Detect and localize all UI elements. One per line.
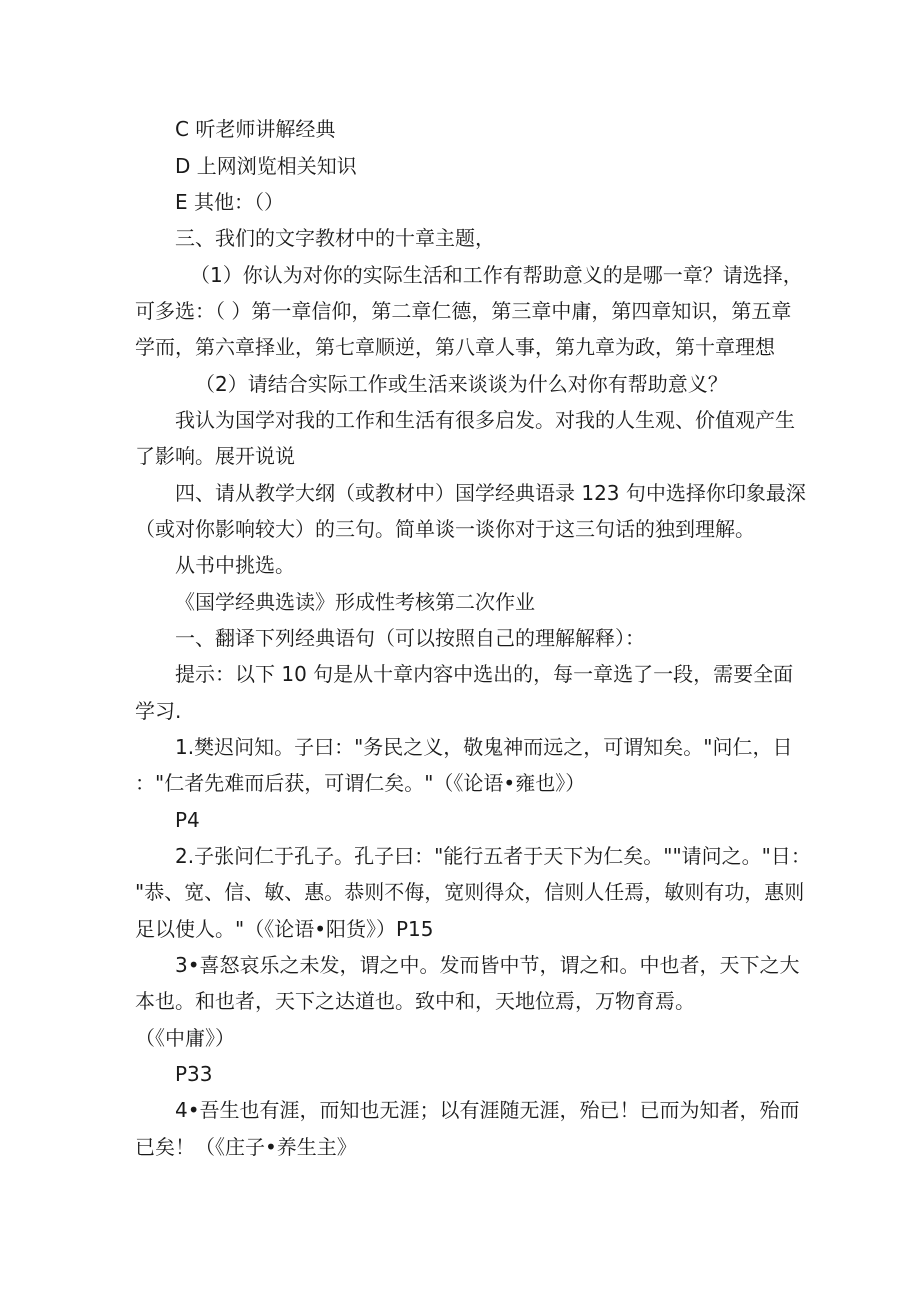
quote-2-line-3: 足以使人。"（《论语•阳货》）P15 — [135, 917, 434, 941]
quote-4-line-1: 4•吾生也有涯，而知也无涯；以有涯随无涯，殆已！已而为知者，殆而 — [175, 1098, 800, 1122]
question-1-line-1: （1）你认为对你的实际生活和工作有帮助意义的是哪一章？请选择， — [190, 263, 803, 287]
quote-1-line-2: ："仁者先难而后获，可谓仁矣。"（《论语•雍也》） — [135, 771, 586, 795]
option-e: E 其他：（） — [175, 190, 284, 214]
quote-2-line-2: "恭、宽、信、敏、惠。恭则不侮，宽则得众，信则人任焉，敏则有功，惠则 — [135, 880, 805, 904]
quote-3-page: P33 — [175, 1062, 213, 1086]
question-2: （2）请结合实际工作或生活来谈谈为什么对你有帮助意义？ — [195, 372, 728, 396]
section-four-line-2: （或对你影响较大）的三句。简单谈一谈你对于这三句话的独到理解。 — [135, 517, 755, 541]
hint-line-1: 提示：以下 10 句是从十章内容中选出的，每一章选了一段，需要全面 — [175, 662, 794, 686]
quote-1-line-1: 1.樊迟问知。子曰："务民之义，敬鬼神而远之，可谓知矣。"问仁，日 — [175, 735, 793, 759]
option-c: C 听老师讲解经典 — [175, 117, 336, 141]
option-d: D 上网浏览相关知识 — [175, 154, 357, 178]
question-1-line-3: 学而，第六章择业，第七章顺逆，第八章人事，第九章为政，第十章理想 — [135, 335, 775, 359]
answer-line-2: 了影响。展开说说 — [135, 444, 295, 468]
assignment-title: 《国学经典选读》形成性考核第二次作业 — [175, 590, 535, 614]
quote-2-line-1: 2.子张问仁于孔子。孔子曰："能行五者于天下为仁矣。""请问之。"日： — [175, 844, 811, 868]
section-four-line-1: 四、请从教学大纲（或教材中）国学经典语录 123 句中选择你印象最深 — [175, 481, 806, 505]
quote-3-line-2: 本也。和也者，天下之达道也。致中和，天地位焉，万物育焉。 — [135, 989, 695, 1013]
quote-3-source: （《中庸》） — [135, 1026, 235, 1050]
question-1-line-2: 可多选：（ ）第一章信仰，第二章仁德，第三章中庸，第四章知识，第五章 — [135, 299, 792, 323]
answer-line-1: 我认为国学对我的工作和生活有很多启发。对我的人生观、价值观产生 — [175, 408, 795, 432]
quote-4-line-2: 已矣！（《庄子•养生主》 — [135, 1135, 357, 1159]
quote-3-line-1: 3•喜怒哀乐之未发，谓之中。发而皆中节，谓之和。中也者，天下之大 — [175, 953, 800, 977]
section-four-answer: 从书中挑选。 — [175, 553, 295, 577]
part-one-heading: 一、翻译下列经典语句（可以按照自己的理解解释）： — [175, 626, 645, 650]
section-three-heading: 三、我们的文字教材中的十章主题， — [175, 226, 495, 250]
hint-line-2: 学习. — [135, 699, 182, 723]
quote-1-page: P4 — [175, 808, 200, 832]
